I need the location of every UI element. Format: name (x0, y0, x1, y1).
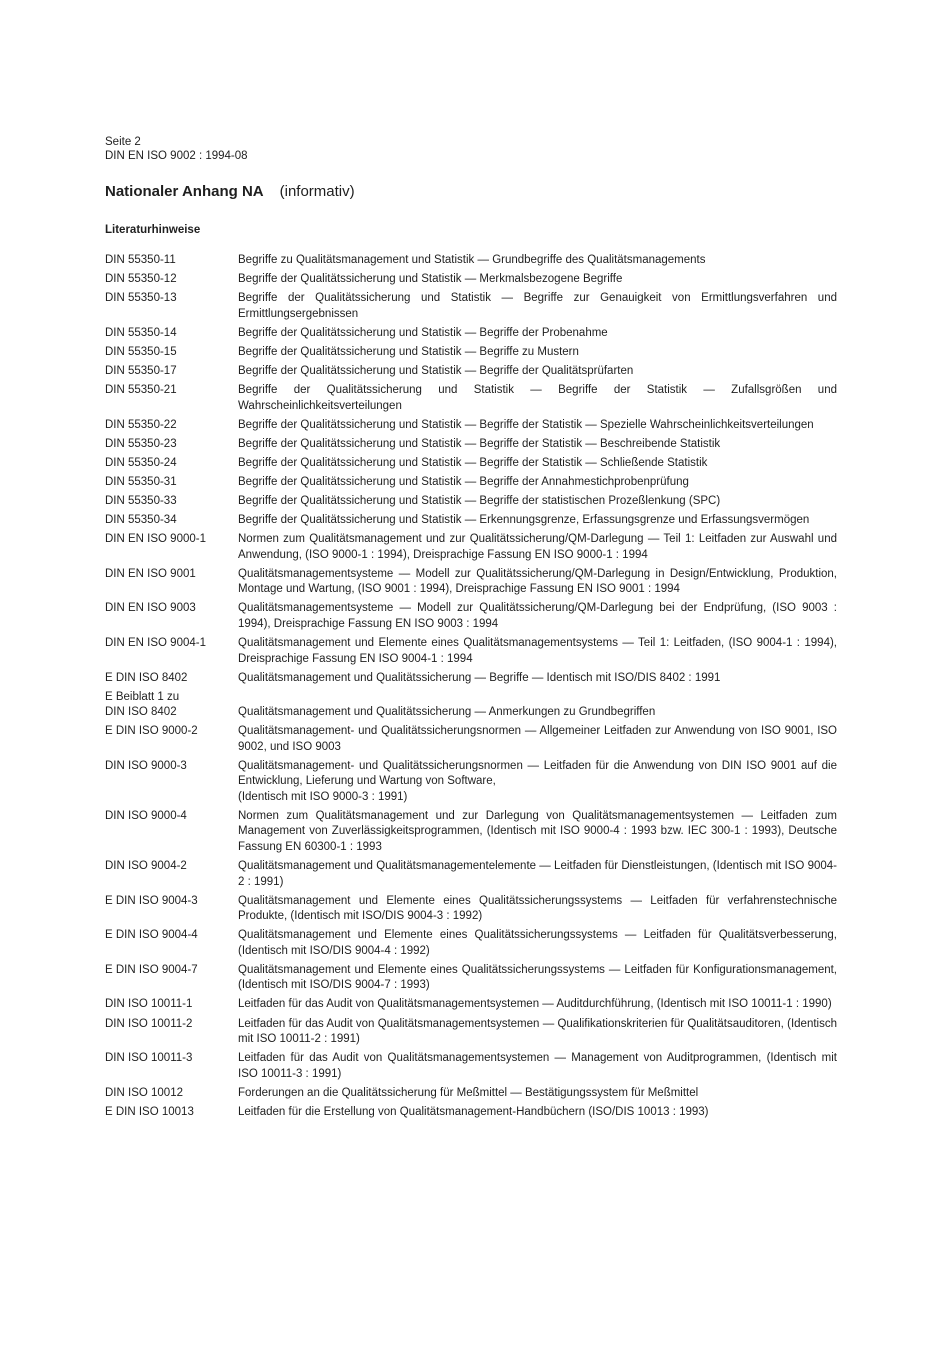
reference-title: Qualitätsmanagement und Elemente eines Qualitätssicherungssystems — Leitfaden für verfahrenstechnische Produkte, (Identisch mit ISO/DIS 9004-3 : 1992) (238, 894, 837, 923)
reference-code: DIN EN ISO 9003 (105, 602, 196, 615)
reference-title: Leitfaden für das Audit von Qualitätsmanagementsystemen — Management von Auditprogrammen, (Identisch mit ISO 10011-3 : 1991) (238, 1052, 837, 1080)
reference-code: DIN 55350-11 (105, 254, 176, 266)
reference-code: DIN ISO 9004-2 (105, 860, 187, 873)
reference-entry (105, 494, 837, 510)
reference-entry (105, 272, 837, 288)
reference-code: E DIN ISO 10013 (105, 1105, 194, 1118)
reference-entry (105, 1017, 837, 1048)
reference-title: Qualitätsmanagement und Qualitätsmanagementelemente — Leitfaden für Dienstleistungen, (Identisch mit ISO 9004-2 : 1991) (238, 860, 837, 888)
reference-title: Forderungen an die Qualitätssicherung für Meßmittel — Bestätigungssystem für Meßmittel (238, 1086, 699, 1099)
reference-entry (105, 1105, 837, 1121)
reference-entry (105, 532, 837, 563)
reference-title: Qualitätsmanagement und Elemente eines Qualitätsmanagementsystems — Teil 1: Leitfaden, (ISO 9004-1 : 1994), Dreisprachige Fassung EN ISO 9004-1 : 1994 (238, 637, 837, 665)
reference-title: Normen zum Qualitätsmanagement und zur Qualitätssicherung/QM-Darlegung — Teil 1: Leitfaden zur Auswahl und Anwendung, (ISO 9000-1 : 1994), Dreisprachige Fassung EN ISO 9000-1 : 1994 (238, 533, 837, 561)
reference-code: DIN 55350-13 (105, 292, 177, 305)
reference-title: Qualitätsmanagementsysteme — Modell zur Qualitätssicherung/QM-Darlegung bei der Endprüfung, (ISO 9003 : 1994), Dreisprachige Fassung EN ISO 9003 : 1994 (238, 602, 837, 630)
page-number: Seite 2 (105, 136, 141, 148)
reference-entry (105, 291, 837, 322)
reference-code: DIN ISO 9000-4 (105, 809, 187, 822)
reference-code: E DIN ISO 8402 (105, 671, 188, 684)
reference-code: DIN 55350-31 (105, 475, 177, 488)
reference-code: DIN 55350-15 (105, 345, 177, 358)
reference-title: Begriffe der Qualitätssicherung und Statistik — Erkennungsgrenze, Erfassungsgrenze und Erfassungsvermögen (238, 514, 810, 527)
reference-title: Leitfaden für die Erstellung von Qualitätsmanagement-Handbüchern (ISO/DIS 10013 : 1993) (238, 1105, 709, 1118)
reference-title: Qualitätsmanagement- und Qualitätssicherungsnormen — Allgemeiner Leitfaden zur Anwendung von ISO 9001, ISO 9002, und ISO 9003 (238, 725, 837, 753)
reference-entry (105, 636, 837, 667)
reference-entry (105, 809, 837, 856)
reference-entry (105, 928, 837, 959)
reference-entry (105, 567, 837, 598)
reference-entry (105, 671, 837, 687)
reference-title: Qualitätsmanagement und Qualitätssicherung — Anmerkungen zu Grundbegriffen (238, 706, 656, 719)
reference-code: DIN 55350-12 (105, 273, 177, 286)
reference-entry (105, 1086, 837, 1102)
reference-entry (105, 418, 837, 434)
document-id: DIN EN ISO 9002 : 1994-08 (105, 150, 248, 162)
reference-title: Begriffe zu Qualitätsmanagement und Statistik — Grundbegriffe des Qualitätsmanagements (238, 254, 706, 266)
reference-code: E DIN ISO 9004-3 (105, 894, 198, 907)
reference-entry (105, 475, 837, 491)
reference-title: Begriffe der Qualitätssicherung und Statistik — Begriffe der Statistik — Spezielle Wahrscheinlichkeitsverteilungen (238, 418, 814, 431)
reference-title: Begriffe der Qualitätssicherung und Statistik — Begriffe der statistischen Prozeßlenkung (SPC) (238, 495, 721, 508)
reference-entry (105, 1051, 837, 1082)
reference-code: DIN ISO 10011-3 (105, 1052, 193, 1065)
reference-entry (105, 759, 837, 806)
reference-code: DIN EN ISO 9001 (105, 567, 196, 580)
reference-code: DIN 55350-34 (105, 514, 177, 527)
reference-title: Begriffe der Qualitätssicherung und Statistik — Begriffe der Annahmestichprobenprüfung (238, 475, 689, 488)
reference-entry (105, 364, 837, 380)
reference-code: DIN ISO 10011-1 (105, 998, 193, 1011)
reference-entry (105, 326, 837, 342)
reference-title: Begriffe der Qualitätssicherung und Statistik — Begriffe zu Mustern (238, 345, 579, 358)
reference-entry (105, 253, 837, 269)
reference-title: Normen zum Qualitätsmanagement und zur Darlegung von Qualitätsmanagementsystemen — Leitfaden zum Management von Zuverlässigkeitsprogrammen, (Identisch mit ISO 9000-4 : 1993 bzw. IEC 300-1 : 1993), Deutsche Fassung EN 60300-1 : 1993 (238, 809, 837, 853)
reference-title: Begriffe der Qualitätssicherung und Statistik — Begriffe der Qualitätsprüfarten (238, 364, 634, 377)
reference-title: Begriffe der Qualitätssicherung und Statistik — Begriffe der Probenahme (238, 326, 608, 339)
reference-code: DIN 55350-22 (105, 418, 177, 431)
reference-entry (105, 859, 837, 890)
reference-title: Qualitätsmanagement und Qualitätssicherung — Begriffe — Identisch mit ISO/DIS 8402 : 1991 (238, 671, 721, 684)
reference-code: E Beiblatt 1 zu DIN ISO 8402 (105, 690, 180, 719)
reference-entry (105, 383, 837, 414)
reference-entry (105, 963, 837, 994)
reference-code: E DIN ISO 9004-4 (105, 929, 198, 942)
reference-entry (105, 601, 837, 632)
reference-code: DIN 55350-17 (105, 364, 177, 377)
reference-title: Qualitätsmanagement und Elemente eines Qualitätssicherungssystems — Leitfaden für Qualitätsverbesserung, (Identisch mit ISO/DIS 9004-4 : 1992) (238, 929, 837, 957)
reference-code: DIN 55350-33 (105, 495, 177, 508)
reference-code: DIN 55350-23 (105, 437, 177, 450)
reference-entry (105, 894, 837, 925)
reference-entry (105, 724, 837, 755)
reference-code: E DIN ISO 9000-2 (105, 725, 198, 738)
reference-entry (105, 456, 837, 472)
reference-code: E DIN ISO 9004-7 (105, 963, 198, 976)
bibliography-heading: Literaturhinweise (105, 224, 201, 236)
reference-code: DIN ISO 10011-2 (105, 1017, 193, 1030)
reference-entry (105, 513, 837, 529)
page-header (105, 135, 248, 163)
reference-title: Begriffe der Qualitätssicherung und Statistik — Begriffe der Statistik — Beschreibende Statistik (238, 437, 721, 450)
reference-title: Begriffe der Qualitätssicherung und Statistik — Begriffe zur Genauigkeit von Ermittlungsverfahren und Ermittlungsergebnissen (238, 292, 837, 320)
reference-title: Begriffe der Qualitätssicherung und Statistik — Merkmalsbezogene Begriffe (238, 273, 623, 286)
reference-code: DIN 55350-21 (105, 384, 177, 397)
reference-entry (105, 997, 837, 1013)
reference-title: Leitfaden für das Audit von Qualitätsmanagementsystemen — Auditdurchführung, (Identisch mit ISO 10011-1 : 1990) (238, 998, 832, 1011)
section-title-qualifier: (informativ) (279, 183, 355, 200)
reference-title: Qualitätsmanagementsysteme — Modell zur Qualitätssicherung/QM-Darlegung in Design/Entwicklung, Produktion, Montage und Wartung, (ISO 9001 : 1994), Dreisprachige Fassung EN ISO 9001 : 1994 (238, 567, 837, 596)
reference-code: DIN ISO 9000-3 (105, 759, 187, 772)
section-title (105, 182, 355, 202)
reference-code: DIN ISO 10012 (105, 1086, 183, 1099)
reference-list (105, 253, 837, 1124)
reference-entry (105, 345, 837, 361)
reference-title: Leitfaden für das Audit von Qualitätsmanagementsystemen — Qualifikationskriterien für Qualitätsauditoren, (Identisch mit ISO 10011-2 : 1991) (238, 1017, 837, 1046)
reference-code: DIN EN ISO 9000-1 (105, 533, 206, 546)
reference-entry (105, 690, 837, 721)
reference-title: Begriffe der Qualitätssicherung und Statistik — Begriffe der Statistik — Zufallsgrößen und Wahrscheinlichkeitsverteilungen (238, 384, 837, 412)
reference-title: Qualitätsmanagement- und Qualitätssicherungsnormen — Leitfaden für die Anwendung von DIN ISO 9001 auf die Entwicklung, Lieferung und Wartung von Software, (Identisch mit ISO 9000-3 : 1991) (238, 759, 837, 803)
reference-code: DIN 55350-24 (105, 456, 177, 469)
section-title-main: Nationaler Anhang NA (105, 183, 264, 200)
reference-title: Begriffe der Qualitätssicherung und Statistik — Begriffe der Statistik — Schließende Statistik (238, 456, 708, 469)
reference-code: DIN EN ISO 9004-1 (105, 637, 206, 649)
reference-title: Qualitätsmanagement und Elemente eines Qualitätssicherungssystems — Leitfaden für Konfigurationsmanagement, (Identisch mit ISO/DIS 9004-7 : 1993) (238, 963, 837, 992)
reference-code: DIN 55350-14 (105, 326, 177, 339)
reference-entry (105, 437, 837, 453)
